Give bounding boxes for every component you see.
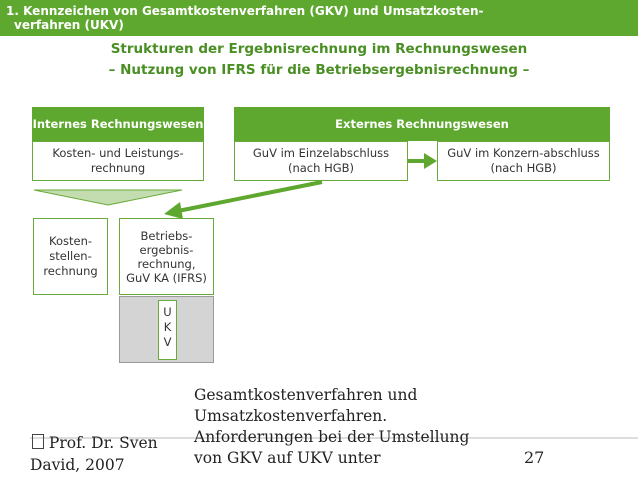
guv-einzelabschluss-box: GuV im Einzelabschluss (nach HGB) [234,141,408,181]
subtitle-line2: – Nutzung von IFRS für die Betriebsergebnisrechnung – [108,62,530,78]
externes-rechnungswesen-header: Externes Rechnungswesen [234,107,610,141]
ukv-letter-v: V [163,335,172,349]
ukv-letter-u: U [163,305,172,319]
kosten-leistungsrechnung-box: Kosten- und Leistungs-rechnung [32,141,204,181]
section-header-line1: 1. Kennzeichen von Gesamtkostenverfahren (GKV) und Umsatzkosten- [6,4,484,18]
copyright-line1-text: Prof. Dr. Sven [44,434,158,452]
ukv-letter-k: K [163,320,172,334]
section-header-line2: verfahren (UKV) [14,18,124,32]
topic-text [194,385,469,469]
kostenstellenrechnung-box: Kosten-stellen-rechnung [33,218,108,295]
topic-line2: Umsatzkostenverfahren. [194,407,388,425]
betriebsergebnisrechnung-box: Betriebs-ergebnis-rechnung, GuV KA (IFRS) [119,218,214,295]
arrow-einzel-to-betriebsergebnis [178,182,322,211]
topic-line3: Anforderungen bei der Umstellung [194,428,470,446]
arrow-einzel-to-betriebsergebnis-head [164,202,183,219]
copyright-box-icon [32,434,44,449]
topic-line4: von GKV auf UKV unter [194,449,381,467]
arrow-einzel-to-konzern-head [424,153,437,169]
copyright-line2: David, 2007 [30,456,125,474]
guv-konzernabschluss-box: GuV im Konzern-abschluss (nach HGB) [437,141,610,181]
copyright-line1 [32,432,158,454]
topic-line1: Gesamtkostenverfahren und [194,386,418,404]
internes-rechnungswesen-header: Internes Rechnungswesen [32,107,204,141]
subtitle-line1: Strukturen der Ergebnisrechnung im Rechnungswesen [110,41,528,57]
page-number: 27 [524,448,545,467]
copyright [32,432,158,476]
down-funnel-arrow [34,190,182,205]
